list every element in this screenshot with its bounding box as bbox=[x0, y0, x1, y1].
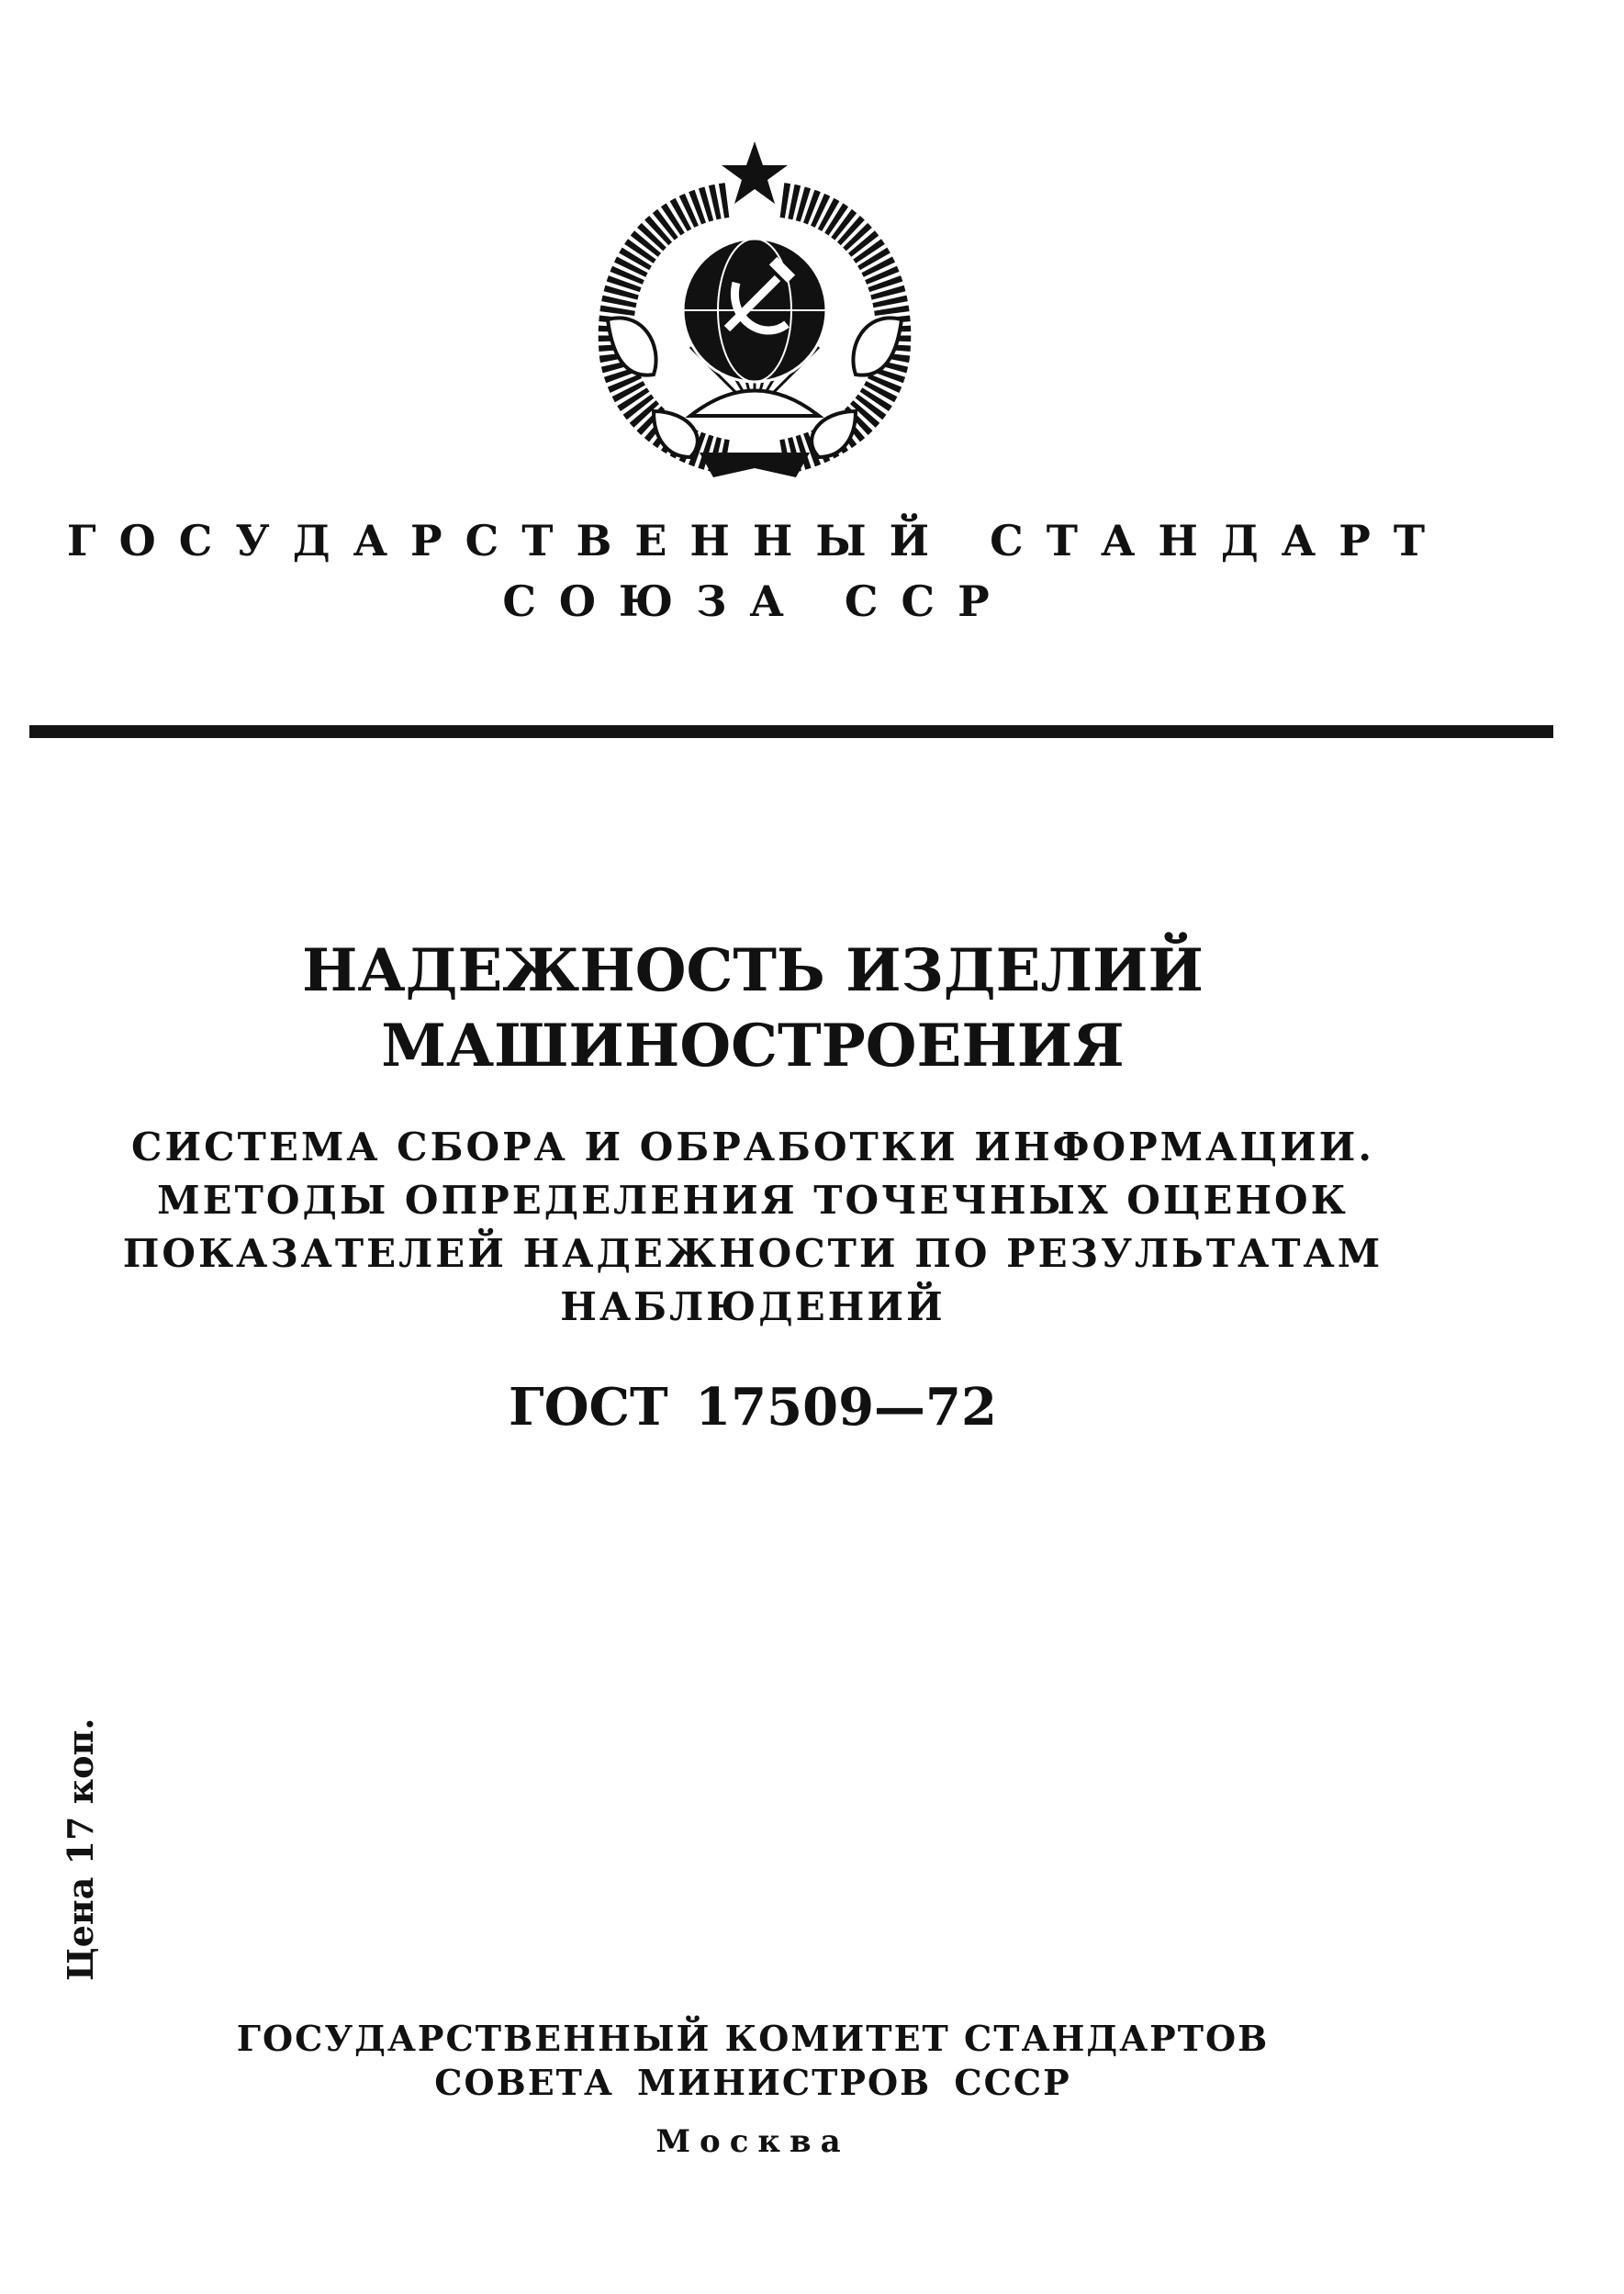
document-title-line-2: МАШИНОСТРОЕНИЯ bbox=[381, 1012, 1125, 1080]
publisher-city: Москва bbox=[655, 2123, 850, 2160]
document-subtitle-line-3: ПОКАЗАТЕЛЕЙ НАДЕЖНОСТИ ПО РЕЗУЛЬТАТАМ bbox=[122, 1231, 1383, 1276]
horizontal-divider bbox=[29, 725, 1553, 738]
document-subtitle-line-1: СИСТЕМА СБОРА И ОБРАБОТКИ ИНФОРМАЦИИ. bbox=[131, 1125, 1374, 1169]
publisher-line-1: ГОСУДАРСТВЕННЫЙ КОМИТЕТ СТАНДАРТОВ bbox=[236, 2018, 1270, 2059]
price-label: Цена 17 коп. bbox=[60, 1718, 101, 1981]
document-subtitle-line-4: НАБЛЮДЕНИЙ bbox=[560, 1284, 946, 1329]
standard-number: ГОСТ 17509—72 bbox=[509, 1377, 997, 1438]
publisher-line-2: СОВЕТА МИНИСТРОВ СССР bbox=[434, 2062, 1071, 2103]
header-ussr: СОЮЗА ССР bbox=[502, 576, 1013, 626]
document-title-line-1: НАДЕЖНОСТЬ ИЗДЕЛИЙ bbox=[302, 936, 1204, 1005]
ussr-coat-of-arms-icon bbox=[589, 136, 920, 485]
document-subtitle-line-2: МЕТОДЫ ОПРЕДЕЛЕНИЯ ТОЧЕЧНЫХ ОЦЕНОК bbox=[157, 1178, 1349, 1223]
header-state-standard: ГОСУДАРСТВЕННЫЙ СТАНДАРТ bbox=[66, 516, 1449, 565]
